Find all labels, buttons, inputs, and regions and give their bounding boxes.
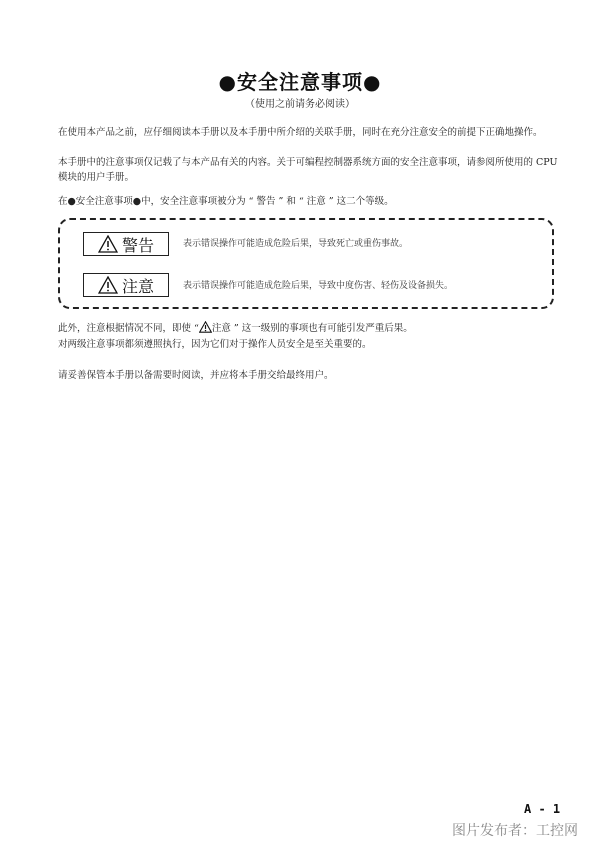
importance-note: 对两级注意事项都须遵照执行，因为它们对于操作人员安全是至关重要的。: [58, 339, 372, 350]
warning-label-box: [83, 232, 169, 256]
page-number: A - 1: [524, 802, 561, 816]
intro-paragraph-1: 在使用本产品之前，应仔细阅读本手册以及本手册中所介绍的关联手册，同时在充分注意安全的前提下正确地操作。: [58, 127, 543, 138]
intro-paragraph-3: 在●安全注意事项●中，安全注意事项被分为 “ 警告 ” 和 “ 注意 ” 这二个等级。: [58, 196, 394, 207]
watermark: 图片发布者：工控网: [452, 823, 578, 839]
keep-manual-note: 请妥善保管本手册以备需要时阅读，并应将本手册交给最终用户。: [58, 370, 334, 381]
page-subtitle: （使用之前请务必阅读）: [245, 99, 355, 110]
intro-paragraph-2: 本手册中的注意事项仅记载了与本产品有关的内容。关于可编程控制器系统方面的安全注意事项，请参阅所使用的 CPU 模块的用户手册。: [58, 157, 558, 183]
caution-note: [58, 321, 564, 336]
warning-triangle-icon: [199, 321, 212, 333]
caution-description: 表示错误操作可能造成危险后果，导致中度伤害、轻伤及设备损失。: [183, 281, 454, 291]
caution-label-box: [83, 273, 169, 297]
caution-note-suffix: ” 这一级别的事项也有可能引发严重后果。: [230, 323, 413, 334]
warning-label: 警告: [121, 235, 154, 255]
caution-note-word: 注意: [211, 323, 231, 334]
caution-note-prefix: 此外，注意根据情况不同，即使 “: [58, 323, 199, 334]
page-title: ●安全注意事项●: [218, 70, 382, 94]
caution-label: 注意: [121, 276, 154, 296]
warning-triangle-icon: [98, 276, 118, 294]
warning-triangle-icon: [98, 235, 118, 253]
warning-description: 表示错误操作可能造成危险后果，导致死亡或重伤事故。: [183, 239, 409, 249]
